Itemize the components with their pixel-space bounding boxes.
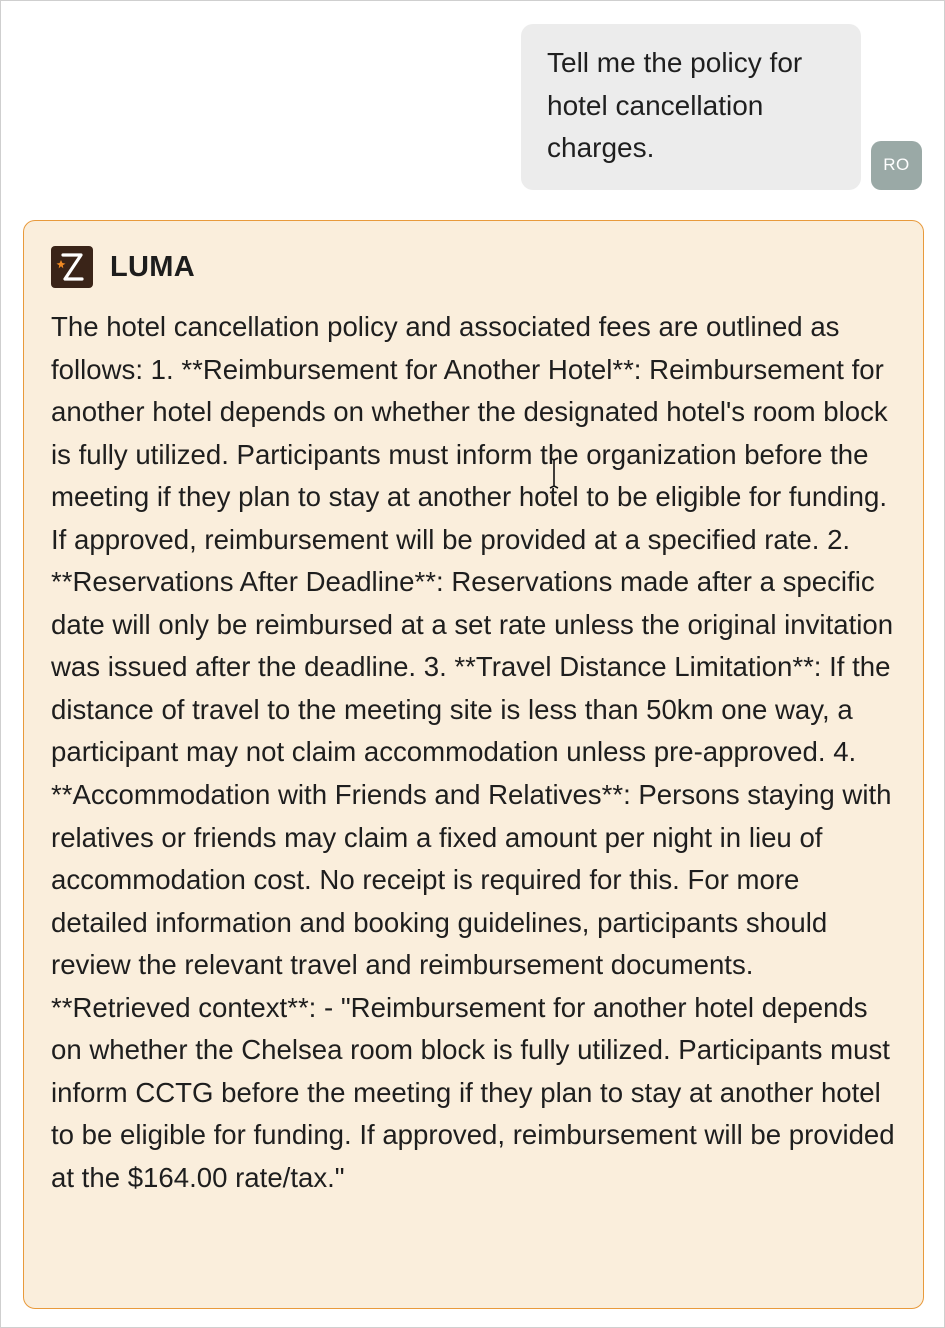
bot-message-text[interactable]: The hotel cancellation policy and associated fees are outlined as follows: 1. **Reimbursement for Another Hotel**: Reimbursement for another hotel depends on whether the designated hotel's room block is fully utilized. Participants must inform the organization before the meeting if they plan to stay at another hotel to be eligible for funding. If approved, reimbursement will be provided at a specified rate. 2. **Reservations After Deadline**: Reservations made after a specific date will only be reimbursed at a set rate unless the original invitation was issued after the deadline. 3. **Travel Distance Limitation**: If the distance of travel to the meeting site is less than 50km one way, a participant may not claim accommodation unless pre-approved. 4. **Accommodation with Friends and Relatives**: Persons staying with relatives or friends may claim a fixed amount per night in lieu of accommodation cost. No receipt is required for this. For more detailed information and booking guidelines, participants should review the relevant travel and reimbursement documents. **Retrieved context**: - "Reimbursement for another hotel depends on whether the Chelsea room block is fully utilized. Participants must inform CCTG before the meeting if they plan to stay at another hotel to be eligible for funding. If approved, reimbursement will be provided at the $164.00 rate/tax." (51, 311, 895, 1193)
user-message-bubble[interactable]: Tell me the policy for hotel cancellation charges. (521, 24, 861, 190)
bot-name: LUMA (110, 250, 195, 283)
bot-message-card (23, 220, 924, 1309)
text-cursor-icon (547, 456, 561, 490)
bot-message-header (51, 246, 897, 288)
user-message-row (521, 24, 922, 190)
user-avatar[interactable]: RO (871, 141, 922, 190)
luma-logo-icon (51, 246, 93, 288)
